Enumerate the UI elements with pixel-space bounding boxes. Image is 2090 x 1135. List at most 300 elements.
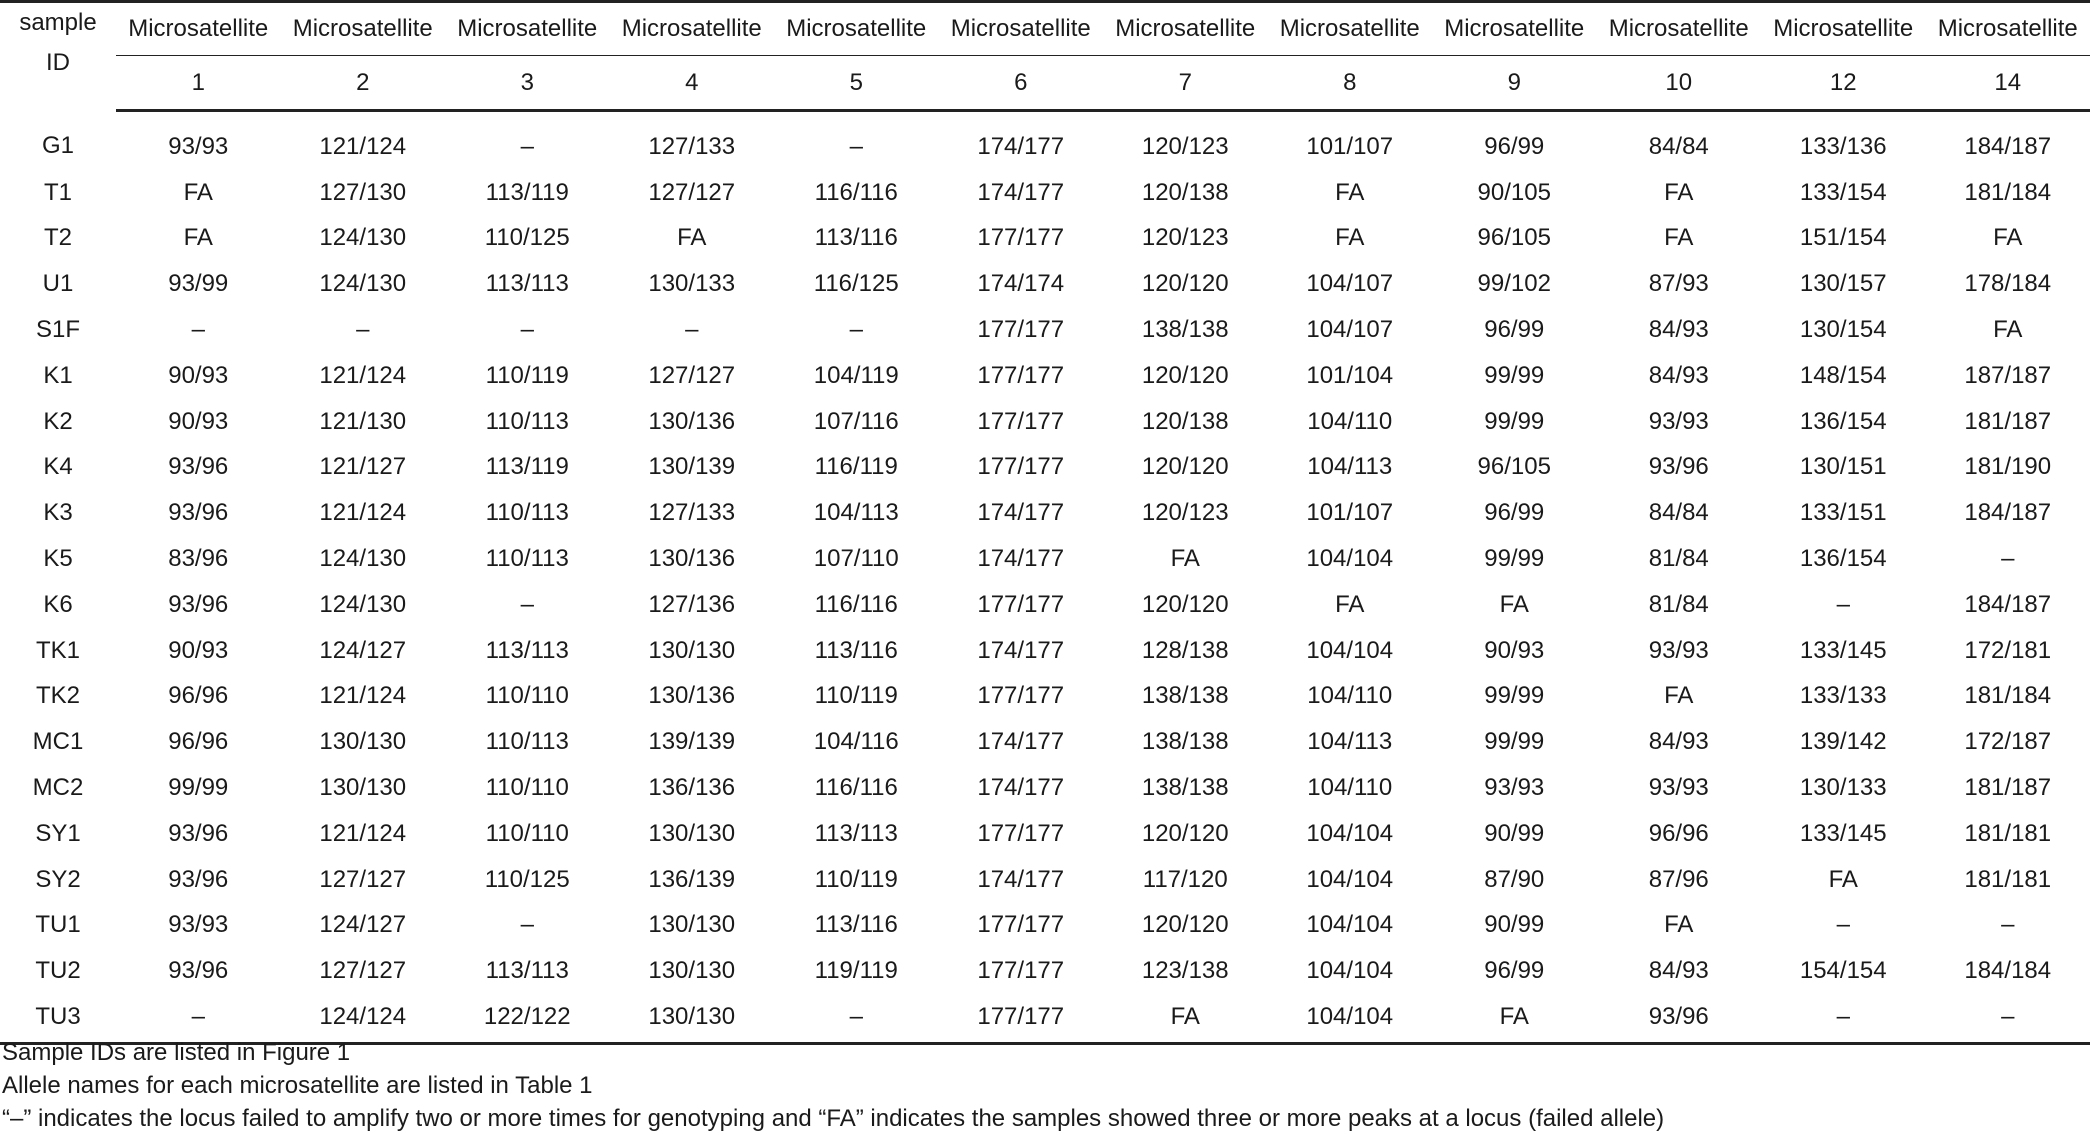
sample-id-cell: SY2 xyxy=(0,857,116,903)
genotype-cell: 124/127 xyxy=(281,903,446,949)
table-row xyxy=(0,170,2090,216)
genotype-cell: 99/99 xyxy=(116,765,281,811)
genotype-cell: 136/154 xyxy=(1761,399,1926,445)
genotype-cell: 113/119 xyxy=(445,170,610,216)
genotype-cell: 138/138 xyxy=(1103,674,1268,720)
genotype-cell: 96/99 xyxy=(1432,111,1597,170)
genotype-cell: 110/113 xyxy=(445,490,610,536)
sample-id-cell: K2 xyxy=(0,399,116,445)
table-row xyxy=(0,628,2090,674)
genotype-cell: 113/113 xyxy=(445,628,610,674)
genotype-cell: FA xyxy=(116,216,281,262)
genotype-cell: 121/124 xyxy=(281,811,446,857)
sample-id-cell: SY1 xyxy=(0,811,116,857)
genotype-cell: 107/110 xyxy=(774,536,939,582)
genotype-cell: – xyxy=(610,307,775,353)
genotype-cell: 133/136 xyxy=(1761,111,1926,170)
genotype-cell: 93/96 xyxy=(116,582,281,628)
table-row xyxy=(0,811,2090,857)
genotype-cell: 113/113 xyxy=(774,811,939,857)
genotype-cell: 128/138 xyxy=(1103,628,1268,674)
genotype-cell: 120/120 xyxy=(1103,445,1268,491)
genotype-cell: FA xyxy=(1597,216,1762,262)
genotype-cell: 130/136 xyxy=(610,674,775,720)
genotype-cell: 174/177 xyxy=(939,765,1104,811)
genotype-cell: 116/116 xyxy=(774,170,939,216)
genotype-cell: 130/136 xyxy=(610,399,775,445)
genotype-cell: 104/113 xyxy=(774,490,939,536)
table-row xyxy=(0,399,2090,445)
genotype-cell: 104/119 xyxy=(774,353,939,399)
table-row xyxy=(0,674,2090,720)
genotype-cell: 84/93 xyxy=(1597,353,1762,399)
table-header xyxy=(0,2,2090,111)
genotype-cell: 130/130 xyxy=(610,903,775,949)
genotype-cell: 177/177 xyxy=(939,994,1104,1043)
genotype-cell: 96/99 xyxy=(1432,490,1597,536)
genotype-cell: 130/151 xyxy=(1761,445,1926,491)
genotype-cell: 181/181 xyxy=(1926,857,2090,903)
genotype-cell: 93/93 xyxy=(1597,765,1762,811)
locus-header-label: Microsatellite xyxy=(445,2,610,56)
sample-id-cell: K4 xyxy=(0,445,116,491)
genotype-cell: FA xyxy=(1761,857,1926,903)
genotype-cell: – xyxy=(774,994,939,1043)
genotype-cell: 101/104 xyxy=(1268,353,1433,399)
sample-id-cell: TK1 xyxy=(0,628,116,674)
genotype-cell: 127/127 xyxy=(281,857,446,903)
table-row xyxy=(0,353,2090,399)
sample-id-cell: K5 xyxy=(0,536,116,582)
genotype-cell: 84/93 xyxy=(1597,948,1762,994)
genotype-cell: 93/93 xyxy=(116,903,281,949)
genotype-cell: 133/133 xyxy=(1761,674,1926,720)
genotype-cell: FA xyxy=(610,216,775,262)
genotype-cell: 110/125 xyxy=(445,857,610,903)
genotype-cell: 130/157 xyxy=(1761,261,1926,307)
genotype-cell: – xyxy=(774,111,939,170)
genotype-cell: 99/99 xyxy=(1432,353,1597,399)
genotype-cell: 104/104 xyxy=(1268,948,1433,994)
table-body xyxy=(0,111,2090,1044)
genotype-cell: 113/116 xyxy=(774,628,939,674)
genotype-cell: 124/130 xyxy=(281,216,446,262)
genotype-cell: 90/93 xyxy=(116,628,281,674)
locus-header-label: Microsatellite xyxy=(774,2,939,56)
genotype-cell: 121/124 xyxy=(281,353,446,399)
genotype-cell: 93/99 xyxy=(116,261,281,307)
genotype-cell: 113/119 xyxy=(445,445,610,491)
genotype-cell: 127/127 xyxy=(281,948,446,994)
table-row xyxy=(0,948,2090,994)
genotype-cell: 177/177 xyxy=(939,948,1104,994)
genotype-cell: 184/184 xyxy=(1926,948,2090,994)
genotype-cell: 177/177 xyxy=(939,353,1104,399)
genotype-cell: 120/120 xyxy=(1103,261,1268,307)
sample-id-cell: TU3 xyxy=(0,994,116,1043)
genotype-cell: 120/120 xyxy=(1103,811,1268,857)
genotype-cell: 93/96 xyxy=(116,490,281,536)
genotype-cell: – xyxy=(1926,536,2090,582)
genotype-cell: 154/154 xyxy=(1761,948,1926,994)
genotype-cell: 174/177 xyxy=(939,857,1104,903)
genotype-cell: 116/116 xyxy=(774,765,939,811)
table-row xyxy=(0,582,2090,628)
genotype-cell: 177/177 xyxy=(939,903,1104,949)
genotype-cell: 181/184 xyxy=(1926,170,2090,216)
locus-header-label: Microsatellite xyxy=(1432,2,1597,56)
genotype-cell: 120/138 xyxy=(1103,399,1268,445)
genotype-cell: 117/120 xyxy=(1103,857,1268,903)
genotype-cell: 104/104 xyxy=(1268,628,1433,674)
genotype-cell: 87/96 xyxy=(1597,857,1762,903)
footnote-line: “–” indicates the locus failed to amplify two or more times for genotyping and “FA” indicates the samples showed three or more peaks at a locus (failed allele) xyxy=(2,1102,1664,1135)
genotype-cell: 181/181 xyxy=(1926,811,2090,857)
locus-header-number: 2 xyxy=(281,56,446,111)
genotype-cell: 151/154 xyxy=(1761,216,1926,262)
genotype-cell: 120/138 xyxy=(1103,170,1268,216)
genotype-cell: 104/113 xyxy=(1268,445,1433,491)
genotype-cell: 174/177 xyxy=(939,536,1104,582)
genotype-cell: 96/96 xyxy=(116,674,281,720)
genotype-cell: 124/130 xyxy=(281,582,446,628)
genotype-cell: 104/104 xyxy=(1268,994,1433,1043)
genotype-cell: 174/177 xyxy=(939,170,1104,216)
genotype-cell: 104/116 xyxy=(774,719,939,765)
genotype-cell: 133/145 xyxy=(1761,811,1926,857)
genotype-cell: 138/138 xyxy=(1103,307,1268,353)
genotype-cell: 99/102 xyxy=(1432,261,1597,307)
genotype-cell: – xyxy=(116,994,281,1043)
table-row xyxy=(0,261,2090,307)
genotype-cell: 83/96 xyxy=(116,536,281,582)
genotype-cell: 84/93 xyxy=(1597,719,1762,765)
genotype-cell: 130/136 xyxy=(610,536,775,582)
table-row xyxy=(0,111,2090,170)
genotype-cell: 104/110 xyxy=(1268,399,1433,445)
genotype-cell: 101/107 xyxy=(1268,490,1433,536)
genotype-cell: – xyxy=(774,307,939,353)
genotype-cell: 130/133 xyxy=(1761,765,1926,811)
locus-header-number: 14 xyxy=(1926,56,2090,111)
genotype-cell: 130/130 xyxy=(610,994,775,1043)
genotype-cell: 107/116 xyxy=(774,399,939,445)
genotype-cell: 93/93 xyxy=(116,111,281,170)
genotype-cell: 90/93 xyxy=(116,353,281,399)
genotype-cell: 139/139 xyxy=(610,719,775,765)
genotype-cell: 110/113 xyxy=(445,399,610,445)
genotype-cell: 127/133 xyxy=(610,490,775,536)
genotype-cell: 174/177 xyxy=(939,628,1104,674)
genotype-cell: 93/96 xyxy=(116,811,281,857)
locus-header-label: Microsatellite xyxy=(610,2,775,56)
genotype-cell: 138/138 xyxy=(1103,719,1268,765)
genotype-cell: 127/133 xyxy=(610,111,775,170)
genotype-cell: 116/116 xyxy=(774,582,939,628)
genotype-cell: – xyxy=(1761,994,1926,1043)
genotype-cell: 119/119 xyxy=(774,948,939,994)
genotype-cell: 113/113 xyxy=(445,261,610,307)
genotype-cell: 124/127 xyxy=(281,628,446,674)
genotype-cell: 121/124 xyxy=(281,111,446,170)
genotype-cell: 120/123 xyxy=(1103,216,1268,262)
table-row xyxy=(0,857,2090,903)
sample-id-cell: K3 xyxy=(0,490,116,536)
sample-id-cell: T1 xyxy=(0,170,116,216)
genotype-cell: 123/138 xyxy=(1103,948,1268,994)
genotype-cell: 90/105 xyxy=(1432,170,1597,216)
genotype-cell: 104/104 xyxy=(1268,857,1433,903)
genotype-cell: 84/84 xyxy=(1597,111,1762,170)
genotype-cell: 127/127 xyxy=(610,353,775,399)
table-row xyxy=(0,719,2090,765)
genotype-cell: 177/177 xyxy=(939,811,1104,857)
genotype-cell: FA xyxy=(1268,170,1433,216)
genotype-cell: 177/177 xyxy=(939,399,1104,445)
genotype-cell: 90/99 xyxy=(1432,811,1597,857)
genotype-cell: 138/138 xyxy=(1103,765,1268,811)
header-row-locus-names xyxy=(0,2,2090,56)
table-row xyxy=(0,536,2090,582)
genotype-cell: 130/154 xyxy=(1761,307,1926,353)
sample-id-header-line2: ID xyxy=(0,43,116,83)
genotype-cell: 133/151 xyxy=(1761,490,1926,536)
genotype-cell: 93/96 xyxy=(1597,445,1762,491)
genotype-cell: 130/130 xyxy=(281,719,446,765)
genotype-cell: 110/113 xyxy=(445,536,610,582)
genotype-cell: 174/177 xyxy=(939,719,1104,765)
table-row xyxy=(0,903,2090,949)
locus-header-label: Microsatellite xyxy=(1597,2,1762,56)
genotype-cell: 90/99 xyxy=(1432,903,1597,949)
genotype-cell: 172/187 xyxy=(1926,719,2090,765)
genotype-cell: 177/177 xyxy=(939,307,1104,353)
genotype-cell: 187/187 xyxy=(1926,353,2090,399)
genotype-cell: – xyxy=(445,582,610,628)
genotype-cell: 116/119 xyxy=(774,445,939,491)
genotype-cell: 116/125 xyxy=(774,261,939,307)
genotype-cell: 127/127 xyxy=(610,170,775,216)
genotype-cell: – xyxy=(445,307,610,353)
genotype-cell: 110/110 xyxy=(445,811,610,857)
sample-id-header-line1: sample xyxy=(0,3,116,43)
genotype-cell: 99/99 xyxy=(1432,674,1597,720)
sample-id-cell: S1F xyxy=(0,307,116,353)
genotype-cell: 110/119 xyxy=(445,353,610,399)
genotype-cell: 110/125 xyxy=(445,216,610,262)
locus-header-label: Microsatellite xyxy=(1268,2,1433,56)
genotype-cell: – xyxy=(445,903,610,949)
genotype-cell: 104/107 xyxy=(1268,261,1433,307)
locus-header-label: Microsatellite xyxy=(939,2,1104,56)
genotype-cell: 104/104 xyxy=(1268,903,1433,949)
locus-header-label: Microsatellite xyxy=(1103,2,1268,56)
genotype-cell: 96/96 xyxy=(116,719,281,765)
sample-id-cell: K1 xyxy=(0,353,116,399)
locus-header-label: Microsatellite xyxy=(1761,2,1926,56)
genotype-cell: 178/184 xyxy=(1926,261,2090,307)
genotype-cell: 90/93 xyxy=(116,399,281,445)
genotype-cell: 96/105 xyxy=(1432,216,1597,262)
genotype-cell: 99/99 xyxy=(1432,719,1597,765)
genotype-cell: 177/177 xyxy=(939,582,1104,628)
table-row xyxy=(0,445,2090,491)
genotype-cell: 113/113 xyxy=(445,948,610,994)
genotype-cell: FA xyxy=(1597,170,1762,216)
genotype-cell: FA xyxy=(1432,994,1597,1043)
locus-header-number: 4 xyxy=(610,56,775,111)
genotype-cell: – xyxy=(1926,903,2090,949)
locus-header-number: 5 xyxy=(774,56,939,111)
locus-header-number: 7 xyxy=(1103,56,1268,111)
genotype-cell: 90/93 xyxy=(1432,628,1597,674)
genotype-cell: 148/154 xyxy=(1761,353,1926,399)
table-row xyxy=(0,307,2090,353)
genotype-cell: 120/120 xyxy=(1103,582,1268,628)
genotype-cell: 110/110 xyxy=(445,765,610,811)
table-row xyxy=(0,765,2090,811)
genotype-cell: FA xyxy=(1268,216,1433,262)
genotype-cell: 96/99 xyxy=(1432,948,1597,994)
genotype-cell: FA xyxy=(1432,582,1597,628)
genotype-cell: 174/177 xyxy=(939,111,1104,170)
locus-header-label: Microsatellite xyxy=(116,2,281,56)
genotype-cell: FA xyxy=(1597,674,1762,720)
genotype-cell: 93/96 xyxy=(116,445,281,491)
genotype-cell: 177/177 xyxy=(939,445,1104,491)
genotype-cell: 121/130 xyxy=(281,399,446,445)
locus-header-number: 8 xyxy=(1268,56,1433,111)
genotype-cell: 121/124 xyxy=(281,674,446,720)
genotype-cell: 177/177 xyxy=(939,674,1104,720)
sample-id-cell: MC1 xyxy=(0,719,116,765)
genotype-cell: 93/93 xyxy=(1432,765,1597,811)
genotype-cell: 101/107 xyxy=(1268,111,1433,170)
genotype-cell: 127/136 xyxy=(610,582,775,628)
genotype-cell: 174/177 xyxy=(939,490,1104,536)
genotype-cell: 130/130 xyxy=(610,948,775,994)
genotype-cell: 184/187 xyxy=(1926,490,2090,536)
header-row-locus-numbers xyxy=(0,56,2090,111)
genotype-cell: 81/84 xyxy=(1597,582,1762,628)
genotype-cell: 104/113 xyxy=(1268,719,1433,765)
footnote-line: Sample IDs are listed in Figure 1 xyxy=(2,1036,1664,1069)
genotype-cell: 110/113 xyxy=(445,719,610,765)
genotype-cell: 96/105 xyxy=(1432,445,1597,491)
sample-id-cell: MC2 xyxy=(0,765,116,811)
genotype-cell: 120/120 xyxy=(1103,903,1268,949)
genotype-cell: 84/93 xyxy=(1597,307,1762,353)
genotype-cell: 130/133 xyxy=(610,261,775,307)
genotype-cell: FA xyxy=(1103,536,1268,582)
locus-header-number: 3 xyxy=(445,56,610,111)
genotype-cell: 139/142 xyxy=(1761,719,1926,765)
genotype-cell: 136/154 xyxy=(1761,536,1926,582)
genotype-cell: FA xyxy=(116,170,281,216)
genotype-cell: 93/96 xyxy=(1597,994,1762,1043)
genotype-cell: 136/139 xyxy=(610,857,775,903)
genotype-cell: 110/119 xyxy=(774,857,939,903)
genotype-cell: – xyxy=(281,307,446,353)
genotype-cell: 93/96 xyxy=(116,857,281,903)
locus-header-number: 1 xyxy=(116,56,281,111)
sample-id-header xyxy=(0,2,116,111)
genotype-cell: 93/93 xyxy=(1597,399,1762,445)
locus-header-label: Microsatellite xyxy=(281,2,446,56)
locus-header-number: 9 xyxy=(1432,56,1597,111)
genotype-cell: 133/154 xyxy=(1761,170,1926,216)
genotype-cell: 93/96 xyxy=(116,948,281,994)
genotype-cell: 81/84 xyxy=(1597,536,1762,582)
sample-id-cell: G1 xyxy=(0,111,116,170)
genotype-cell: FA xyxy=(1597,903,1762,949)
table-row xyxy=(0,490,2090,536)
genotype-cell: – xyxy=(1761,582,1926,628)
genotype-cell: 93/93 xyxy=(1597,628,1762,674)
sample-id-cell: TU1 xyxy=(0,903,116,949)
genotype-cell: 122/122 xyxy=(445,994,610,1043)
genotype-cell: 96/96 xyxy=(1597,811,1762,857)
genotype-cell: 87/90 xyxy=(1432,857,1597,903)
footnote-line: Allele names for each microsatellite are listed in Table 1 xyxy=(2,1069,1664,1102)
genotype-cell: 177/177 xyxy=(939,216,1104,262)
table-footnotes xyxy=(2,1036,1664,1135)
genotype-cell: 99/99 xyxy=(1432,536,1597,582)
genotype-cell: 130/130 xyxy=(281,765,446,811)
genotype-cell: 181/187 xyxy=(1926,399,2090,445)
sample-id-cell: TU2 xyxy=(0,948,116,994)
genotype-cell: – xyxy=(116,307,281,353)
genotype-cell: 130/130 xyxy=(610,811,775,857)
genotype-cell: 99/99 xyxy=(1432,399,1597,445)
genotype-cell: 84/84 xyxy=(1597,490,1762,536)
genotype-cell: 133/145 xyxy=(1761,628,1926,674)
genotype-cell: 124/130 xyxy=(281,536,446,582)
sample-id-cell: TK2 xyxy=(0,674,116,720)
genotype-cell: 174/174 xyxy=(939,261,1104,307)
genotype-cell: 120/120 xyxy=(1103,353,1268,399)
genotype-cell: 121/124 xyxy=(281,490,446,536)
genotype-cell: 104/107 xyxy=(1268,307,1433,353)
genotype-cell: – xyxy=(1761,903,1926,949)
genotype-cell: 181/190 xyxy=(1926,445,2090,491)
genotype-cell: 104/110 xyxy=(1268,765,1433,811)
genotype-cell: 110/119 xyxy=(774,674,939,720)
genotype-cell: 124/124 xyxy=(281,994,446,1043)
genotype-cell: 104/104 xyxy=(1268,536,1433,582)
locus-header-number: 6 xyxy=(939,56,1104,111)
sample-id-cell: U1 xyxy=(0,261,116,307)
sample-id-cell: K6 xyxy=(0,582,116,628)
genotype-cell: 181/184 xyxy=(1926,674,2090,720)
genotype-cell: 184/187 xyxy=(1926,111,2090,170)
genotype-cell: 127/130 xyxy=(281,170,446,216)
genotype-cell: 172/181 xyxy=(1926,628,2090,674)
genotype-cell: – xyxy=(1926,994,2090,1043)
genotype-cell: FA xyxy=(1926,216,2090,262)
genotype-cell: 104/104 xyxy=(1268,811,1433,857)
genotype-cell: 104/110 xyxy=(1268,674,1433,720)
genotype-cell: 184/187 xyxy=(1926,582,2090,628)
genotype-cell: FA xyxy=(1268,582,1433,628)
genotype-cell: 121/127 xyxy=(281,445,446,491)
table-row xyxy=(0,216,2090,262)
genotype-cell: FA xyxy=(1926,307,2090,353)
genotype-cell: FA xyxy=(1103,994,1268,1043)
genotype-cell: 120/123 xyxy=(1103,490,1268,536)
genotype-cell: 181/187 xyxy=(1926,765,2090,811)
locus-header-number: 12 xyxy=(1761,56,1926,111)
